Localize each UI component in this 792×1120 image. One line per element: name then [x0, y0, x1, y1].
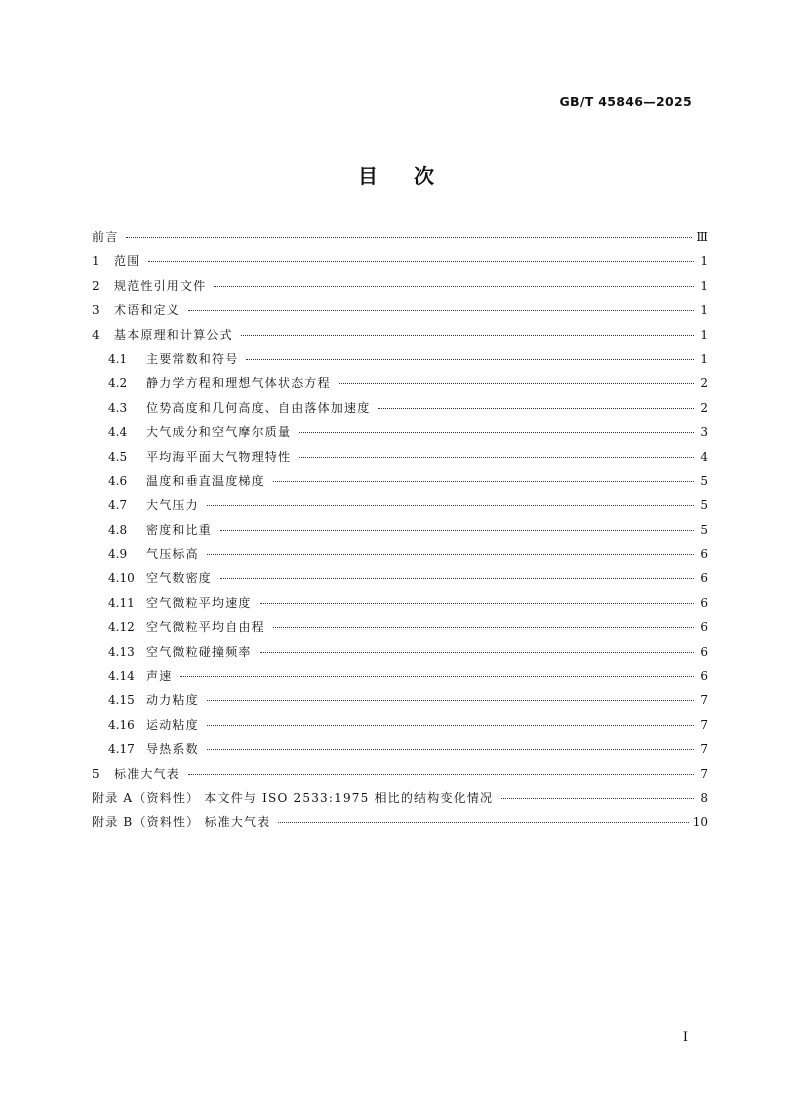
toc-entry-label: 基本原理和计算公式: [114, 327, 233, 342]
toc-entry-number: 4.4: [108, 425, 128, 440]
dot-leader: [278, 822, 688, 823]
dot-leader: [501, 798, 694, 799]
toc-entry-page: 6: [700, 669, 708, 684]
toc-entry[interactable]: [92, 690, 708, 714]
toc-entry-number: 3: [92, 303, 100, 318]
toc-entry-number: 4.1: [108, 351, 128, 366]
toc-entry-number: 4.10: [108, 571, 135, 586]
toc-entry[interactable]: [92, 666, 708, 690]
footer-page-number: I: [682, 1030, 688, 1045]
toc-entry[interactable]: [92, 300, 708, 324]
toc-entry-label: 前言: [92, 230, 119, 244]
dot-leader: [207, 554, 694, 555]
dot-leader: [241, 335, 694, 336]
toc-entry-label: 范围: [114, 254, 141, 269]
dot-leader: [299, 432, 694, 433]
toc-entry-number: 1: [92, 254, 100, 269]
dot-leader: [273, 481, 694, 482]
toc-entry-label: 空气微粒平均自由程: [146, 620, 265, 635]
toc-entry-label: 温度和垂直温度梯度: [146, 473, 265, 488]
toc-entry[interactable]: [92, 447, 708, 471]
toc-entry-number: 4.11: [108, 595, 135, 610]
toc-entry-page: 8: [700, 790, 708, 805]
toc-entry-page: 1: [700, 303, 708, 318]
toc-entry-page: 10: [692, 815, 708, 830]
toc-entry-label: 附录 A（资料性） 本文件与 ISO 2533:1975 相比的结构变化情况: [92, 790, 494, 805]
toc-entry-number: 4.15: [108, 693, 135, 708]
toc-entry-label: 密度和比重: [146, 522, 213, 537]
toc-entry-page: 1: [700, 278, 708, 293]
toc-entry-label: 空气微粒平均速度: [146, 595, 252, 610]
toc-entry[interactable]: [92, 764, 708, 788]
toc-entry-label: 主要常数和符号: [146, 351, 239, 366]
dot-leader: [246, 359, 694, 360]
toc-entry[interactable]: [92, 373, 708, 397]
dot-leader: [207, 700, 694, 701]
toc-entry-number: 4.14: [108, 669, 135, 684]
toc-entry-label: 气压标高: [146, 547, 199, 562]
dot-leader: [148, 261, 694, 262]
toc-entry-label: 声速: [146, 669, 173, 684]
toc-entry-number: 5: [92, 766, 100, 781]
toc-entry-label: 平均海平面大气物理特性: [146, 449, 292, 464]
toc-entry-number: 4.8: [108, 522, 128, 537]
toc-entry[interactable]: [92, 617, 708, 641]
toc-entry[interactable]: [92, 593, 708, 617]
toc-entry[interactable]: [92, 739, 708, 763]
toc-entry-number: 4.3: [108, 400, 128, 415]
toc-entry-page: 1: [700, 351, 708, 366]
dot-leader: [378, 408, 694, 409]
toc-entry-number: 2: [92, 278, 100, 293]
toc-entry-page: 5: [700, 473, 708, 488]
toc-entry-page: 6: [700, 595, 708, 610]
toc-entry[interactable]: [92, 812, 708, 836]
toc-entry-label: 空气微粒碰撞频率: [146, 644, 252, 659]
dot-leader: [220, 530, 694, 531]
toc-entry-number: 4.13: [108, 644, 135, 659]
toc-entry[interactable]: [92, 568, 708, 592]
toc-entry[interactable]: [92, 715, 708, 739]
toc-entry-label: 标准大气表: [114, 766, 181, 781]
toc-entry-page: 7: [700, 693, 708, 708]
toc-entry-label: 大气成分和空气摩尔质量: [146, 425, 292, 440]
toc-entry-page: 6: [700, 547, 708, 562]
toc-entry-label: 静力学方程和理想气体状态方程: [146, 376, 331, 391]
toc-entry-page: 7: [700, 766, 708, 781]
toc-entry-page: 7: [700, 717, 708, 732]
toc-entry-number: 4.6: [108, 473, 128, 488]
toc-entry-label: 大气压力: [146, 498, 199, 513]
toc-entry-number: 4.12: [108, 620, 135, 635]
toc-entry-page: 7: [700, 742, 708, 757]
toc-entry[interactable]: [92, 325, 708, 349]
dot-leader: [260, 652, 694, 653]
table-of-contents: [92, 227, 708, 837]
toc-entry-page: 6: [700, 571, 708, 586]
toc-entry-page: 1: [700, 254, 708, 269]
toc-entry-page: 2: [700, 400, 708, 415]
dot-leader: [260, 603, 694, 604]
toc-entry[interactable]: [92, 520, 708, 544]
toc-entry-label: 规范性引用文件: [114, 278, 207, 293]
standard-code: GB/T 45846—2025: [559, 94, 692, 109]
toc-entry[interactable]: [92, 471, 708, 495]
toc-entry-page: 3: [700, 425, 708, 440]
dot-leader: [180, 676, 694, 677]
toc-entry-label: 附录 B（资料性） 标准大气表: [92, 815, 271, 830]
toc-entry-label: 术语和定义: [114, 303, 181, 318]
dot-leader: [214, 286, 694, 287]
dot-leader: [207, 505, 694, 506]
toc-entry[interactable]: [92, 276, 708, 300]
toc-entry[interactable]: [92, 788, 708, 812]
toc-entry[interactable]: [92, 642, 708, 666]
toc-entry-page: 6: [700, 644, 708, 659]
toc-entry-page: 4: [700, 449, 708, 464]
dot-leader: [299, 457, 694, 458]
dot-leader: [126, 237, 692, 238]
toc-entry[interactable]: [92, 398, 708, 422]
toc-entry-label: 位势高度和几何高度、自由落体加速度: [146, 400, 371, 415]
toc-entry-number: 4.17: [108, 742, 135, 757]
dot-leader: [188, 310, 694, 311]
toc-entry-number: 4.2: [108, 376, 128, 391]
toc-entry[interactable]: [92, 349, 708, 373]
dot-leader: [339, 383, 694, 384]
dot-leader: [188, 774, 694, 775]
toc-entry-page: 2: [700, 376, 708, 391]
toc-entry-label: 动力粘度: [146, 693, 199, 708]
page-title: 目次: [358, 164, 470, 188]
toc-entry-page: 5: [700, 498, 708, 513]
toc-entry-page: 6: [700, 620, 708, 635]
toc-entry-label: 空气数密度: [146, 571, 213, 586]
toc-entry[interactable]: [92, 422, 708, 446]
toc-entry-number: 4.7: [108, 498, 128, 513]
toc-entry-page: 1: [700, 327, 708, 342]
toc-entry-label: 运动粘度: [146, 717, 199, 732]
dot-leader: [273, 627, 694, 628]
toc-entry-label: 导热系数: [146, 742, 199, 757]
toc-entry-page: Ⅲ: [696, 230, 708, 244]
dot-leader: [207, 749, 694, 750]
toc-entry-number: 4: [92, 327, 100, 342]
dot-leader: [220, 578, 694, 579]
toc-entry[interactable]: [92, 227, 708, 251]
toc-entry[interactable]: [92, 251, 708, 275]
toc-entry[interactable]: [92, 495, 708, 519]
toc-entry-page: 5: [700, 522, 708, 537]
toc-entry[interactable]: [92, 544, 708, 568]
dot-leader: [207, 725, 694, 726]
toc-entry-number: 4.5: [108, 449, 128, 464]
toc-entry-number: 4.16: [108, 717, 135, 732]
toc-entry-number: 4.9: [108, 547, 128, 562]
